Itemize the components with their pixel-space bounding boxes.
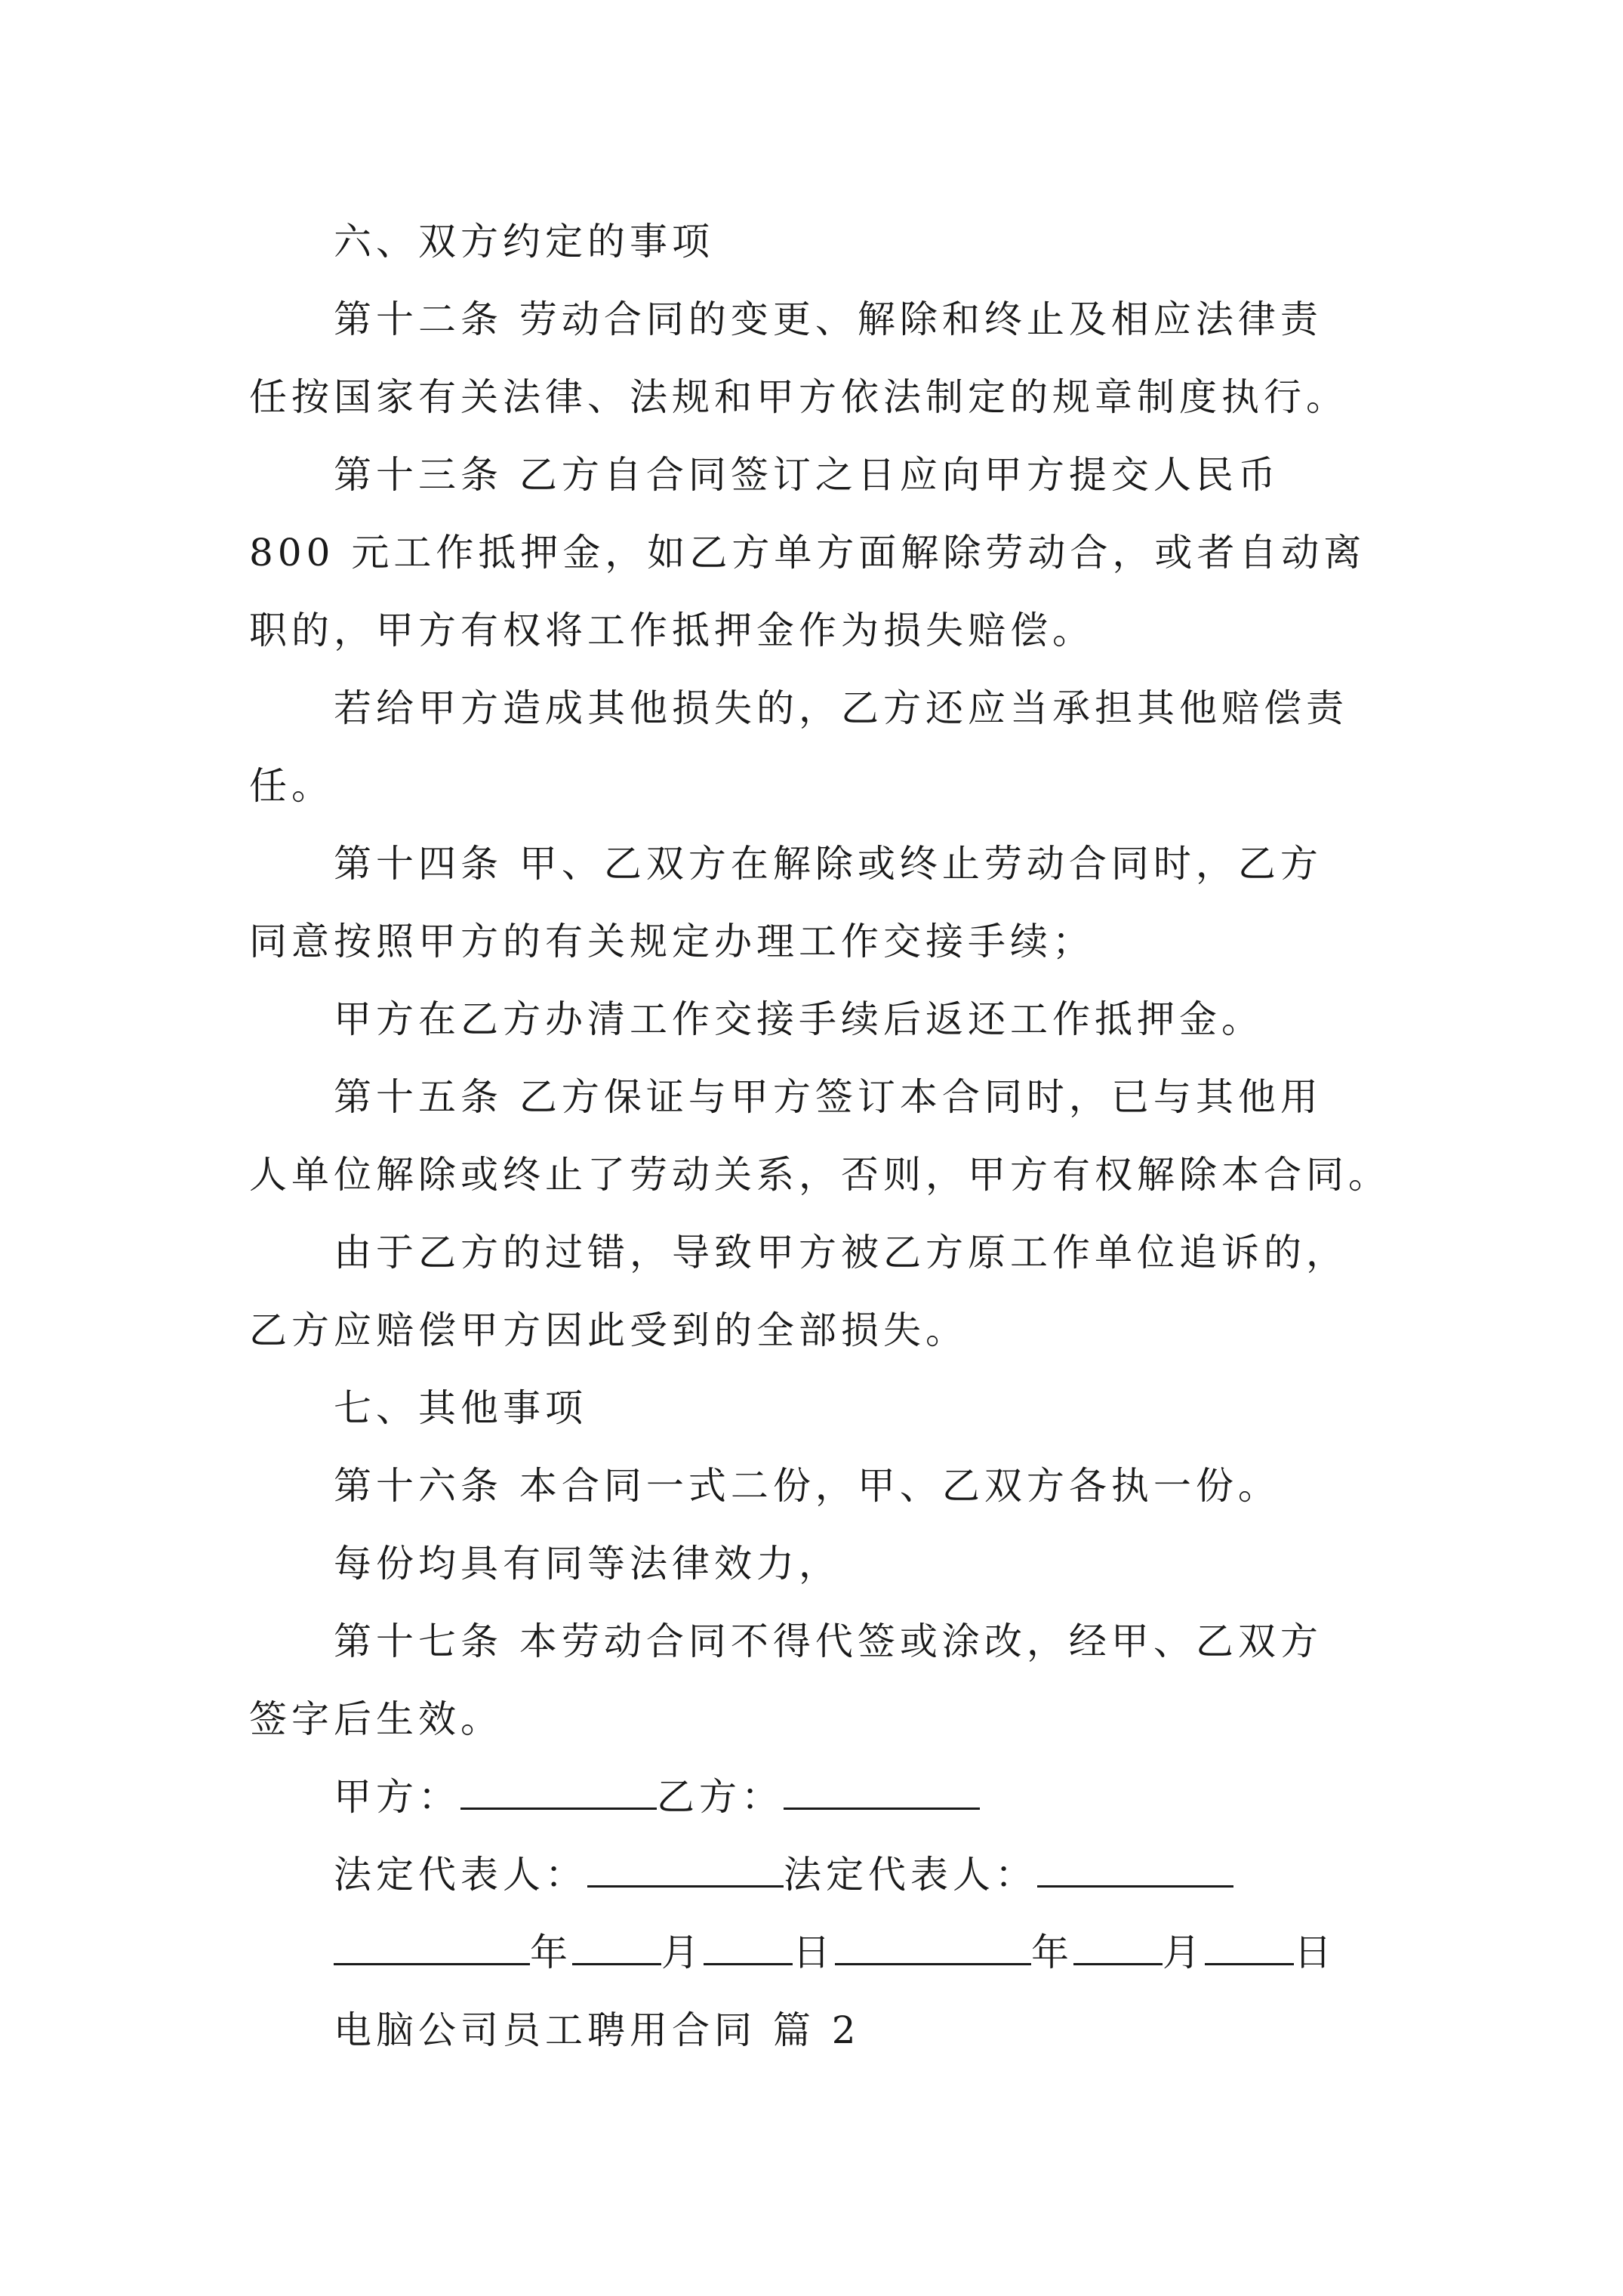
article-16-line-1: 第十六条 本合同一式二份，甲、乙双方各执一份。 [334,1464,1280,1508]
date-a-year-label: 年 [530,1931,572,1974]
date-b-month-blank [1073,1930,1163,1965]
article-13-line-1: 第十三条 乙方自合同签订之日应向甲方提交人民币 [334,453,1280,497]
signature-parties-row [334,1774,980,1820]
article-17-line-1: 第十七条 本劳动合同不得代签或涂改，经甲、乙双方 [334,1620,1323,1663]
article-12-line-2: 任按国家有关法律、法规和甲方依法制定的规章制度执行。 [249,375,1348,419]
date-b-year-label: 年 [1031,1931,1073,1974]
date-a-year-blank [334,1930,530,1965]
rep-b-label: 法定代表人： [784,1853,1037,1897]
paragraph-fault-line-1: 由于乙方的过错，导致甲方被乙方原工作单位追诉的， [334,1231,1348,1274]
article-14-line-1: 第十四条 甲、乙双方在解除或终止劳动合同时，乙方 [334,842,1323,886]
date-b-day-blank [1205,1930,1294,1965]
party-a-label: 甲方： [334,1775,460,1819]
signature-date-row [334,1930,1336,1975]
article-14-line-2: 同意按照甲方的有关规定办理工作交接手续； [249,920,1095,963]
article-15-line-2: 人单位解除或终止了劳动关系，否则，甲方有权解除本合同。 [249,1153,1390,1197]
article-13-line-2: 800 元工作抵押金，如乙方单方面解除劳动合，或者自动离 [249,531,1366,575]
party-a-blank [460,1774,657,1810]
party-b-label: 乙方： [657,1775,784,1819]
paragraph-fault-line-2: 乙方应赔偿甲方因此受到的全部损失。 [249,1308,968,1352]
section-heading-seven: 七、其他事项 [334,1386,587,1430]
date-b-month-label: 月 [1163,1931,1205,1974]
article-15-line-1: 第十五条 乙方保证与甲方签订本合同时，已与其他用 [334,1075,1323,1119]
article-16-line-2: 每份均具有同等法律效力， [334,1542,841,1586]
section-heading-six: 六、双方约定的事项 [334,220,714,264]
paragraph-other-loss-line-1: 若给甲方造成其他损失的，乙方还应当承担其他赔偿责 [334,686,1348,730]
next-contract-title: 电脑公司员工聘用合同 篇 2 [334,2008,861,2052]
date-a-month-label: 月 [661,1931,704,1974]
signature-representatives-row [334,1852,1233,1897]
rep-a-blank [587,1852,784,1888]
paragraph-other-loss-line-2: 任。 [249,764,334,808]
date-a-month-blank [572,1930,661,1965]
paragraph-deposit-return: 甲方在乙方办清工作交接手续后返还工作抵押金。 [334,997,1264,1041]
party-b-blank [784,1774,980,1810]
date-b-year-blank [835,1930,1031,1965]
date-a-day-blank [704,1930,793,1965]
article-17-line-2: 签字后生效。 [249,1697,503,1741]
date-a-day-label: 日 [793,1931,835,1974]
article-12-line-1: 第十二条 劳动合同的变更、解除和终止及相应法律责 [334,297,1323,341]
rep-b-blank [1037,1852,1233,1888]
article-13-line-3: 职的，甲方有权将工作抵押金作为损失赔偿。 [249,609,1095,652]
date-b-day-label: 日 [1294,1931,1336,1974]
rep-a-label: 法定代表人： [334,1853,587,1897]
